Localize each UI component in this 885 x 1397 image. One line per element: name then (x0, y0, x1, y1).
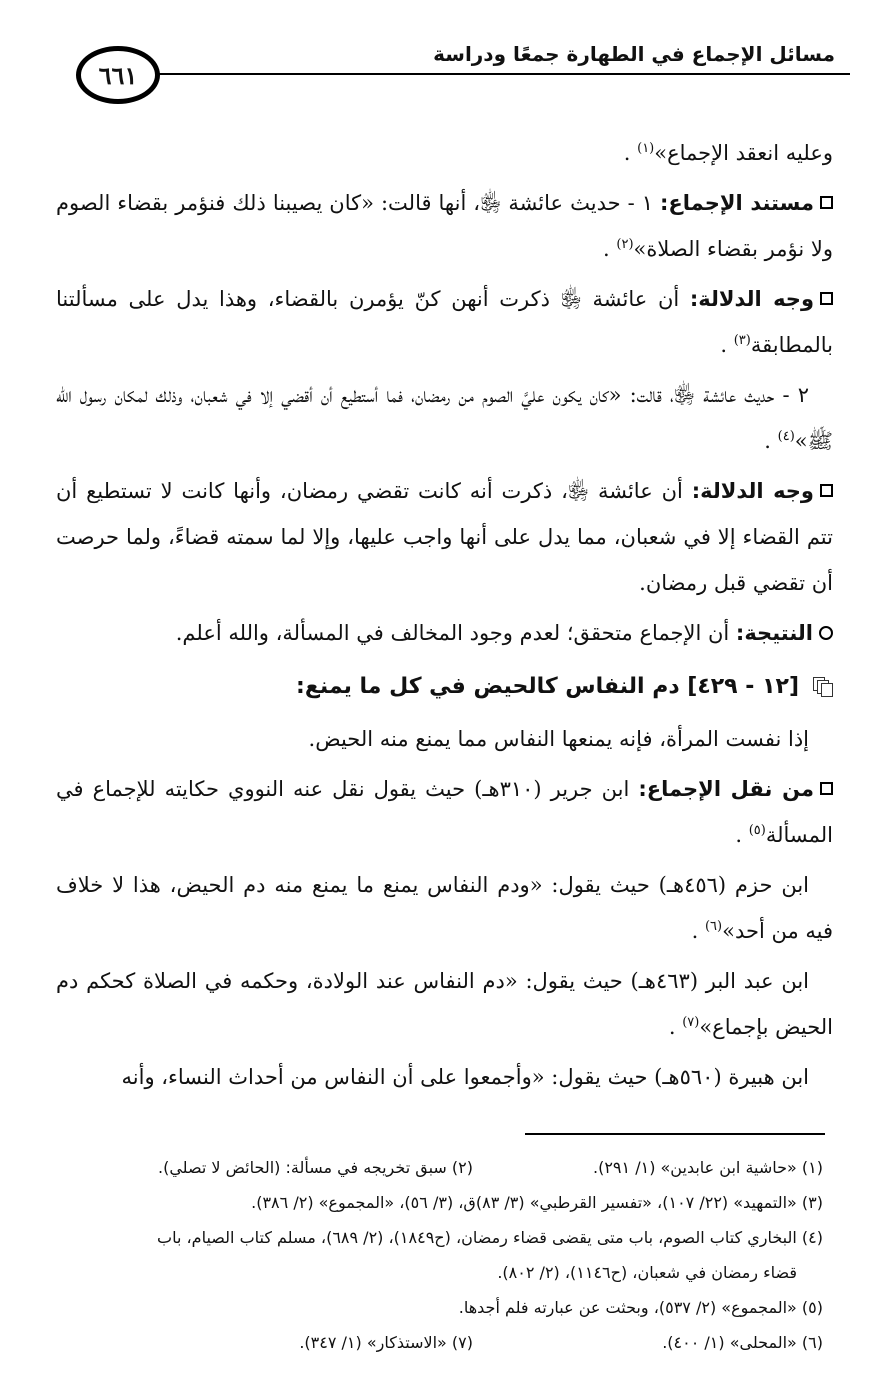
square-bullet-icon (820, 292, 833, 305)
running-title: مسائل الإجماع في الطهارة جمعًا ودراسة (433, 42, 835, 66)
circle-bullet-icon (819, 626, 833, 640)
text: ٢ - حديث عائشة ﵂، قالت: «كان يكون عليَّ الصوم من رمضان، فما أستطيع أن أقضي إلا في شعبان، وذلك لمكان رسول الله ﷺ» (56, 383, 833, 453)
paragraph: ابن حزم (٤٥٦هـ) حيث يقول: «ودم النفاس يمنع ما يمنع منه دم الحيض، هذا لا خلاف فيه من أحد»$^{(٦)}$ . (56, 873, 833, 943)
text: أن عائشة ﵂ ذكرت أنهن كنّ يؤمرن بالقضاء، وهذا يدل على مسألتنا بالمطابقة (56, 287, 833, 357)
label: وجه الدلالة: (691, 479, 814, 503)
footnote-ref: (٣) (733, 333, 751, 348)
square-bullet-icon (820, 484, 833, 497)
footnote-ref: (٤) (777, 429, 795, 444)
label: النتيجة: (735, 621, 813, 645)
paragraph (56, 716, 833, 762)
text: ابن عبد البر (٤٦٣هـ) حيث يقول: «دم النفاس عند الولادة، وحكمه في الصلاة كحكم دم الحيض بإجماع» (56, 969, 833, 1039)
footnote: (٣) «التمهيد» (٢٢/ ١٠٧)، «تفسير القرطبي» (٣/ ٨٣)ق، (٣/ ٥٦)، «المجموع» (٢/ ٣٨٦). (251, 1193, 823, 1212)
header-rule (158, 73, 850, 75)
footnote-separator (525, 1133, 825, 1135)
paragraph: ٢ - حديث عائشة ﵂، قالت: «كان يكون عليَّ الصوم من رمضان، فما أستطيع أن أقضي إلا في شعبان، وذلك لمكان رسول الله ﷺ»$^{(٤)}$ . (56, 383, 833, 453)
footnote-ref: (٢) (616, 237, 634, 252)
footnote: (٤) البخاري كتاب الصوم، باب متى يقضى قضاء رمضان، (ح١٨٤٩)، (٢/ ٦٨٩)، مسلم كتاب الصيام، باب (157, 1228, 823, 1247)
footnote-ref: (٥) (748, 823, 766, 838)
text: ابن جرير (٣١٠هـ) حيث يقول نقل عنه النووي حكايته للإجماع في المسألة (56, 777, 833, 847)
pages-icon (813, 677, 833, 697)
text: ابن حزم (٤٥٦هـ) حيث يقول: «ودم النفاس يمنع ما يمنع منه دم الحيض، هذا لا خلاف فيه من أحد» (56, 873, 833, 943)
paragraph: مستند الإجماع: ١ - حديث عائشة ﵂، أنها قالت: «كان يصيبنا ذلك فنؤمر بقضاء الصوم ولا نؤمر بقضاء الصلاة»$^{(٢)}$ . (56, 191, 833, 261)
paragraph: وجه الدلالة: أن عائشة ﵂ ذكرت أنهن كنّ يؤمرن بالقضاء، وهذا يدل على مسألتنا بالمطابقة$^{(٣)}$ . (56, 287, 833, 357)
text: أن عائشة ﵂، ذكرت أنه كانت تقضي رمضان، وأنها كانت لا تستطيع أن تتم القضاء إلا في شعبان، مما يدل على أنها واجب عليها، وإلا لما سمته قضاءً، ولما حرصت أن تقضي قبل رمضان. (56, 479, 833, 595)
footnote-ref: (٦) (704, 919, 723, 934)
text: أن الإجماع متحقق؛ لعدم وجود المخالف في المسألة، والله أعلم. (175, 621, 736, 645)
footnote-row (50, 1150, 823, 1185)
square-bullet-icon (820, 196, 833, 209)
text: وعليه انعقد الإجماع» (654, 141, 833, 165)
heading-text: [١٢ - ٤٢٩] دم النفاس كالحيض في كل ما يمنع: (296, 674, 799, 699)
footnote-row (50, 1325, 823, 1360)
footnote-ref: (٧) (682, 1015, 700, 1030)
footnote: (٦) «المحلى» (١/ ٤٠٠). (662, 1333, 823, 1352)
section-heading (56, 664, 833, 710)
footnote: (٥) «المجموع» (٢/ ٥٣٧)، وبحثت عن عبارته فلم أجدها. (458, 1298, 823, 1317)
page-header (0, 0, 885, 120)
text: إذا نفست المرأة، فإنه يمنعها النفاس مما يمنع منه الحيض. (308, 727, 809, 751)
footnote-continuation: قضاء رمضان في شعبان، (ح١١٤٦)، (٢/ ٨٠٢). (497, 1263, 797, 1282)
paragraph (56, 1054, 833, 1100)
paragraph: وعليه انعقد الإجماع»$^{(١)}$ . (623, 141, 833, 165)
label: وجه الدلالة: (689, 287, 814, 311)
paragraph (56, 610, 833, 656)
page-number: ٦٦١ (76, 46, 160, 104)
label: من نقل الإجماع: (638, 777, 814, 801)
main-text (56, 130, 833, 1104)
text: ١ - حديث عائشة ﵂، أنها قالت: «كان يصيبنا ذلك فنؤمر بقضاء الصوم ولا نؤمر بقضاء الصلاة» (56, 191, 833, 261)
footnote: (١) «حاشية ابن عابدين» (١/ ٢٩١). (593, 1158, 823, 1177)
label: مستند الإجماع: (660, 191, 814, 215)
footnote: (٢) سبق تخريجه في مسألة: (الحائض لا تصلي). (157, 1158, 473, 1177)
paragraph: ابن عبد البر (٤٦٣هـ) حيث يقول: «دم النفاس عند الولادة، وحكمه في الصلاة كحكم دم الحيض بإجماع»$^{(٧)}$ . (56, 969, 833, 1039)
paragraph (56, 468, 833, 606)
footnote: (٧) «الاستذكار» (١/ ٣٤٧). (299, 1333, 473, 1352)
paragraph: من نقل الإجماع: ابن جرير (٣١٠هـ) حيث يقول نقل عنه النووي حكايته للإجماع في المسألة$^{(٥)}$ . (56, 777, 833, 847)
square-bullet-icon (820, 782, 833, 795)
footnote-ref: (١) (637, 141, 655, 156)
footnotes (50, 1150, 823, 1360)
text: ابن هبيرة (٥٦٠هـ) حيث يقول: «وأجمعوا على أن النفاس من أحداث النساء، وأنه (121, 1065, 809, 1089)
